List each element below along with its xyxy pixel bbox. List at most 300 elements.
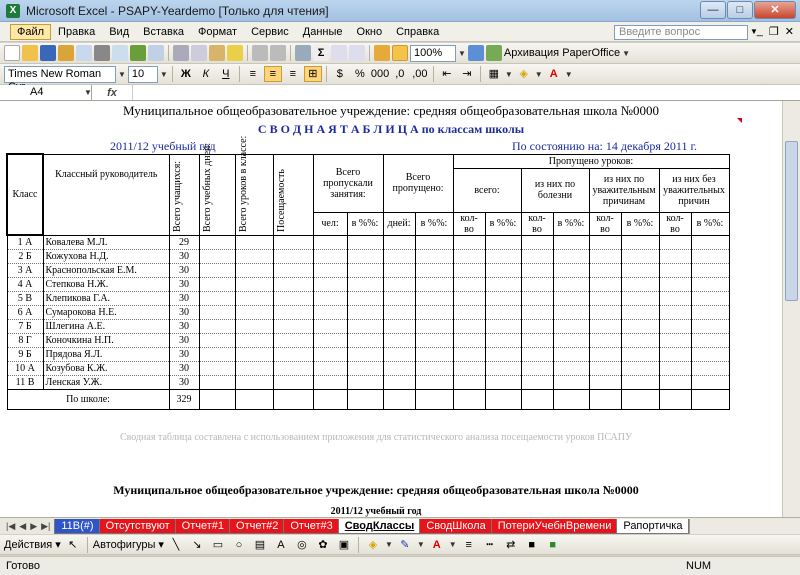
thousands-icon[interactable]: 000 bbox=[370, 68, 390, 80]
sub-count-1[interactable]: кол-во bbox=[453, 212, 485, 235]
empty-cell[interactable] bbox=[453, 249, 485, 263]
empty-cell[interactable] bbox=[589, 333, 621, 347]
empty-cell[interactable] bbox=[383, 249, 415, 263]
teacher-cell[interactable]: Кожухова Н.Д. bbox=[43, 249, 169, 263]
empty-cell[interactable] bbox=[621, 263, 659, 277]
empty-cell[interactable] bbox=[453, 305, 485, 319]
sort-asc-icon[interactable] bbox=[331, 45, 347, 61]
line-color-dropdown-icon[interactable]: ▼ bbox=[416, 540, 425, 549]
empty-cell[interactable] bbox=[235, 249, 273, 263]
font-size-select[interactable]: 10 bbox=[128, 66, 158, 83]
teacher-cell[interactable]: Краснопольская Е.М. bbox=[43, 263, 169, 277]
empty-cell[interactable] bbox=[235, 277, 273, 291]
teacher-cell[interactable]: Клепикова Г.А. bbox=[43, 291, 169, 305]
empty-cell[interactable] bbox=[589, 305, 621, 319]
table-row[interactable] bbox=[7, 235, 729, 249]
empty-cell[interactable] bbox=[691, 333, 729, 347]
empty-cell[interactable] bbox=[485, 235, 521, 249]
empty-cell[interactable] bbox=[659, 305, 691, 319]
underline-button[interactable]: Ч bbox=[222, 68, 230, 80]
clipart-icon[interactable]: ✿ bbox=[318, 538, 328, 551]
menu-data[interactable]: Данные bbox=[302, 25, 343, 38]
last-sheet-icon[interactable]: ▶| bbox=[41, 520, 51, 531]
chart-wizard-icon[interactable] bbox=[374, 45, 390, 61]
email-icon[interactable] bbox=[76, 45, 92, 61]
empty-cell[interactable] bbox=[347, 277, 383, 291]
paperoffice-icon[interactable] bbox=[486, 45, 502, 61]
empty-cell[interactable] bbox=[659, 249, 691, 263]
empty-cell[interactable] bbox=[273, 249, 313, 263]
empty-cell[interactable] bbox=[383, 263, 415, 277]
table-row[interactable] bbox=[7, 263, 729, 277]
fx-icon[interactable]: fx bbox=[107, 86, 117, 99]
empty-cell[interactable] bbox=[453, 291, 485, 305]
header-teacher[interactable]: Классный руководитель bbox=[43, 154, 169, 235]
empty-cell[interactable] bbox=[659, 319, 691, 333]
header-students[interactable]: Всего учащихся: bbox=[169, 154, 199, 235]
redo-icon[interactable] bbox=[270, 45, 286, 61]
empty-cell[interactable] bbox=[453, 375, 485, 389]
header-class[interactable]: Класс bbox=[7, 154, 43, 235]
percent-icon[interactable]: % bbox=[354, 68, 365, 80]
empty-cell[interactable] bbox=[347, 333, 383, 347]
students-cell[interactable]: 30 bbox=[169, 333, 199, 347]
empty-cell[interactable] bbox=[273, 375, 313, 389]
empty-cell[interactable] bbox=[199, 263, 235, 277]
header-attendance[interactable]: Посещаемость bbox=[273, 154, 313, 235]
empty-cell[interactable] bbox=[415, 235, 453, 249]
permission-icon[interactable] bbox=[58, 45, 74, 61]
empty-cell[interactable] bbox=[199, 235, 235, 249]
empty-cell[interactable] bbox=[659, 333, 691, 347]
select-pointer-icon[interactable]: ↖ bbox=[68, 538, 78, 551]
empty-cell[interactable] bbox=[691, 249, 729, 263]
font-color-dropdown-icon[interactable]: ▼ bbox=[564, 69, 573, 79]
menu-help[interactable]: Справка bbox=[396, 25, 440, 38]
empty-cell[interactable] bbox=[691, 361, 729, 375]
sheet-tab[interactable]: Отсутствуют bbox=[99, 519, 177, 534]
archive-dropdown-icon[interactable]: ▼ bbox=[622, 48, 630, 58]
sub-pct-4[interactable]: в %%: bbox=[553, 212, 589, 235]
picture-icon[interactable]: ▣ bbox=[338, 538, 350, 551]
increase-indent-icon[interactable]: ⇥ bbox=[462, 68, 472, 80]
oval-icon[interactable]: ○ bbox=[235, 538, 243, 551]
empty-cell[interactable] bbox=[383, 235, 415, 249]
empty-cell[interactable] bbox=[589, 347, 621, 361]
header-days[interactable]: Всего учебных дней: bbox=[199, 154, 235, 235]
table-row[interactable] bbox=[7, 291, 729, 305]
empty-cell[interactable] bbox=[415, 277, 453, 291]
bold-button[interactable]: Ж bbox=[180, 68, 191, 80]
menu-format[interactable]: Формат bbox=[198, 25, 238, 38]
empty-cell[interactable] bbox=[313, 347, 347, 361]
empty-cell[interactable] bbox=[383, 361, 415, 375]
empty-cell[interactable] bbox=[313, 235, 347, 249]
class-cell[interactable]: 11 В bbox=[7, 375, 43, 389]
sub-persons[interactable]: чел: bbox=[313, 212, 347, 235]
empty-cell[interactable] bbox=[383, 319, 415, 333]
class-cell[interactable]: 6 А bbox=[7, 305, 43, 319]
help-icon[interactable] bbox=[468, 45, 484, 61]
autosum-icon[interactable]: Σ bbox=[313, 45, 329, 61]
name-box-dropdown-icon[interactable]: ▼ bbox=[84, 88, 92, 97]
close-button[interactable]: ✕ bbox=[754, 1, 796, 19]
menu-window[interactable]: Окно bbox=[356, 25, 383, 38]
table-row[interactable] bbox=[7, 319, 729, 333]
arrow-icon[interactable]: ↘ bbox=[192, 538, 202, 551]
empty-cell[interactable] bbox=[589, 291, 621, 305]
empty-cell[interactable] bbox=[273, 263, 313, 277]
wordart-icon[interactable]: A bbox=[277, 538, 285, 551]
arrow-style-icon[interactable]: ⇄ bbox=[506, 538, 516, 551]
empty-cell[interactable] bbox=[415, 305, 453, 319]
empty-cell[interactable] bbox=[273, 361, 313, 375]
teacher-cell[interactable]: Шлегина А.Е. bbox=[43, 319, 169, 333]
empty-cell[interactable] bbox=[659, 263, 691, 277]
align-right-icon[interactable]: ≡ bbox=[289, 68, 297, 80]
empty-cell[interactable] bbox=[621, 305, 659, 319]
table-row[interactable] bbox=[7, 277, 729, 291]
empty-cell[interactable] bbox=[313, 277, 347, 291]
empty-cell[interactable] bbox=[313, 291, 347, 305]
draw-font-color-dropdown-icon[interactable]: ▼ bbox=[448, 540, 457, 549]
empty-cell[interactable] bbox=[199, 249, 235, 263]
menu-tools[interactable]: Сервис bbox=[251, 25, 289, 38]
menu-edit[interactable]: Правка bbox=[58, 25, 96, 38]
sheet-tab[interactable]: Отчет#2 bbox=[229, 519, 285, 534]
class-cell[interactable]: 8 Г bbox=[7, 333, 43, 347]
empty-cell[interactable] bbox=[691, 305, 729, 319]
empty-cell[interactable] bbox=[691, 291, 729, 305]
students-cell[interactable]: 30 bbox=[169, 319, 199, 333]
draw-font-color-icon[interactable]: A bbox=[432, 538, 441, 551]
empty-cell[interactable] bbox=[553, 263, 589, 277]
empty-cell[interactable] bbox=[453, 333, 485, 347]
dash-style-icon[interactable]: ┅ bbox=[486, 538, 494, 551]
empty-cell[interactable] bbox=[553, 277, 589, 291]
header-valid[interactable]: из них по уважительным причинам bbox=[589, 168, 659, 212]
menu-view[interactable]: Вид bbox=[109, 25, 130, 38]
empty-cell[interactable] bbox=[659, 375, 691, 389]
diagram-icon[interactable]: ◎ bbox=[297, 538, 307, 551]
empty-cell[interactable] bbox=[485, 263, 521, 277]
empty-cell[interactable] bbox=[313, 263, 347, 277]
empty-cell[interactable] bbox=[659, 291, 691, 305]
school-total-label[interactable]: По школе: bbox=[7, 389, 169, 409]
font-color-icon[interactable]: A bbox=[549, 68, 558, 80]
menu-insert[interactable]: Вставка bbox=[143, 25, 185, 38]
empty-cell[interactable] bbox=[485, 361, 521, 375]
decrease-indent-icon[interactable]: ⇤ bbox=[442, 68, 452, 80]
class-cell[interactable]: 3 А bbox=[7, 263, 43, 277]
empty-cell[interactable] bbox=[235, 347, 273, 361]
sheet-tab[interactable]: СводКлассы bbox=[338, 519, 422, 534]
empty-cell[interactable] bbox=[553, 347, 589, 361]
fill-color-icon[interactable]: ◈ bbox=[519, 68, 528, 80]
table-row[interactable] bbox=[7, 347, 729, 361]
empty-cell[interactable] bbox=[521, 305, 553, 319]
empty-cell[interactable] bbox=[383, 375, 415, 389]
empty-cell[interactable] bbox=[621, 361, 659, 375]
help-dropdown-icon[interactable]: ▼ bbox=[750, 27, 758, 36]
zoom-dropdown-icon[interactable]: ▼ bbox=[458, 48, 466, 58]
merge-center-icon[interactable]: ⊞ bbox=[304, 66, 322, 82]
students-cell[interactable]: 30 bbox=[169, 375, 199, 389]
sub-pct-2[interactable]: в %%: bbox=[415, 212, 453, 235]
empty-cell[interactable] bbox=[453, 361, 485, 375]
empty-cell[interactable] bbox=[589, 375, 621, 389]
empty-cell[interactable] bbox=[589, 319, 621, 333]
empty-cell[interactable] bbox=[521, 333, 553, 347]
empty-cell[interactable] bbox=[313, 305, 347, 319]
empty-cell[interactable] bbox=[521, 319, 553, 333]
teacher-cell[interactable]: Сумарокова Н.Е. bbox=[43, 305, 169, 319]
empty-cell[interactable] bbox=[691, 277, 729, 291]
save-icon[interactable] bbox=[40, 45, 56, 61]
table-row[interactable] bbox=[7, 361, 729, 375]
new-icon[interactable] bbox=[4, 45, 20, 61]
students-cell[interactable]: 30 bbox=[169, 277, 199, 291]
school-total-value[interactable]: 329 bbox=[169, 389, 199, 409]
students-cell[interactable]: 30 bbox=[169, 347, 199, 361]
cut-icon[interactable] bbox=[173, 45, 189, 61]
empty-cell[interactable] bbox=[553, 235, 589, 249]
sub-pct-6[interactable]: в %%: bbox=[691, 212, 729, 235]
scroll-thumb[interactable] bbox=[785, 141, 798, 301]
empty-cell[interactable] bbox=[199, 361, 235, 375]
borders-icon[interactable]: ▦ bbox=[488, 68, 500, 80]
table-row[interactable] bbox=[7, 375, 729, 389]
empty-cell[interactable] bbox=[521, 277, 553, 291]
empty-cell[interactable] bbox=[347, 319, 383, 333]
empty-cell[interactable] bbox=[415, 333, 453, 347]
empty-cell[interactable] bbox=[347, 263, 383, 277]
open-icon[interactable] bbox=[22, 45, 38, 61]
empty-cell[interactable] bbox=[313, 333, 347, 347]
line-color-icon[interactable]: ✎ bbox=[400, 538, 410, 551]
empty-cell[interactable] bbox=[273, 333, 313, 347]
empty-cell[interactable] bbox=[485, 375, 521, 389]
rectangle-icon[interactable]: ▭ bbox=[212, 538, 224, 551]
doc-minimize-icon[interactable]: _ bbox=[756, 25, 763, 37]
empty-cell[interactable] bbox=[691, 347, 729, 361]
teacher-cell[interactable]: Прядова Я.Л. bbox=[43, 347, 169, 361]
empty-cell[interactable] bbox=[415, 375, 453, 389]
empty-cell[interactable] bbox=[199, 333, 235, 347]
empty-cell[interactable] bbox=[521, 361, 553, 375]
empty-cell[interactable] bbox=[199, 319, 235, 333]
empty-cell[interactable] bbox=[273, 305, 313, 319]
students-cell[interactable]: 29 bbox=[169, 235, 199, 249]
empty-cell[interactable] bbox=[589, 277, 621, 291]
decrease-decimal-icon[interactable]: ,00 bbox=[412, 68, 428, 80]
empty-cell[interactable] bbox=[235, 319, 273, 333]
empty-cell[interactable] bbox=[383, 305, 415, 319]
empty-cell[interactable] bbox=[199, 375, 235, 389]
format-painter-icon[interactable] bbox=[227, 45, 243, 61]
empty-cell[interactable] bbox=[553, 249, 589, 263]
drawing-icon[interactable] bbox=[392, 45, 408, 61]
sheet-tab[interactable]: ПотериУчебнВремени bbox=[491, 519, 619, 534]
sub-count-2[interactable]: кол-во bbox=[521, 212, 553, 235]
empty-cell[interactable] bbox=[199, 347, 235, 361]
archive-paperoffice-button[interactable]: Архивация PaperOffice bbox=[503, 47, 621, 59]
header-skipped[interactable]: Пропущено уроков: bbox=[453, 154, 729, 168]
class-cell[interactable]: 5 В bbox=[7, 291, 43, 305]
empty-cell[interactable] bbox=[485, 347, 521, 361]
empty-cell[interactable] bbox=[383, 333, 415, 347]
sub-pct-5[interactable]: в %%: bbox=[621, 212, 659, 235]
doc-restore-icon[interactable]: ❐ bbox=[768, 26, 779, 38]
sub-count-3[interactable]: кол-во bbox=[589, 212, 621, 235]
empty-cell[interactable] bbox=[235, 263, 273, 277]
empty-cell[interactable] bbox=[691, 235, 729, 249]
empty-cell[interactable] bbox=[621, 277, 659, 291]
header-total[interactable]: всего: bbox=[453, 168, 521, 212]
research-icon[interactable] bbox=[148, 45, 164, 61]
sheet-tab[interactable]: Отчет#1 bbox=[175, 519, 231, 534]
empty-cell[interactable] bbox=[415, 291, 453, 305]
empty-cell[interactable] bbox=[521, 291, 553, 305]
size-dropdown-icon[interactable]: ▼ bbox=[159, 69, 168, 79]
print-icon[interactable] bbox=[94, 45, 110, 61]
empty-cell[interactable] bbox=[521, 249, 553, 263]
empty-cell[interactable] bbox=[273, 235, 313, 249]
empty-cell[interactable] bbox=[485, 319, 521, 333]
empty-cell[interactable] bbox=[453, 347, 485, 361]
empty-cell[interactable] bbox=[453, 235, 485, 249]
font-name-select[interactable]: Times New Roman bbox=[4, 66, 116, 83]
empty-cell[interactable] bbox=[621, 375, 659, 389]
empty-cell[interactable] bbox=[553, 319, 589, 333]
italic-button[interactable]: К bbox=[202, 68, 210, 80]
empty-cell[interactable] bbox=[313, 361, 347, 375]
sheet-tab[interactable]: 11В(#) bbox=[54, 519, 100, 534]
empty-cell[interactable] bbox=[415, 361, 453, 375]
teacher-cell[interactable]: Ленская У.Ж. bbox=[43, 375, 169, 389]
doc-close-icon[interactable]: ✕ bbox=[784, 26, 794, 38]
empty-cell[interactable] bbox=[659, 361, 691, 375]
students-cell[interactable]: 30 bbox=[169, 263, 199, 277]
empty-cell[interactable] bbox=[199, 305, 235, 319]
actions-menu[interactable]: Действия ▾ bbox=[4, 539, 61, 551]
prev-sheet-icon[interactable]: ◀ bbox=[19, 520, 27, 531]
students-cell[interactable]: 30 bbox=[169, 291, 199, 305]
currency-icon[interactable]: $ bbox=[336, 68, 343, 80]
empty-cell[interactable] bbox=[313, 319, 347, 333]
empty-cell[interactable] bbox=[621, 347, 659, 361]
class-cell[interactable]: 9 Б bbox=[7, 347, 43, 361]
sub-pct-3[interactable]: в %%: bbox=[485, 212, 521, 235]
class-cell[interactable]: 4 А bbox=[7, 277, 43, 291]
empty-cell[interactable] bbox=[589, 249, 621, 263]
header-invalid[interactable]: из них без уважительных причин bbox=[659, 168, 729, 212]
empty-cell[interactable] bbox=[415, 263, 453, 277]
empty-cell[interactable] bbox=[589, 235, 621, 249]
empty-cell[interactable] bbox=[621, 249, 659, 263]
empty-cell[interactable] bbox=[691, 263, 729, 277]
empty-cell[interactable] bbox=[659, 235, 691, 249]
empty-cell[interactable] bbox=[659, 347, 691, 361]
textbox-icon[interactable]: ▤ bbox=[254, 538, 266, 551]
sheet-tab[interactable]: СводШкола bbox=[419, 519, 492, 534]
spelling-icon[interactable] bbox=[130, 45, 146, 61]
class-cell[interactable]: 7 Б bbox=[7, 319, 43, 333]
empty-cell[interactable] bbox=[235, 291, 273, 305]
horizontal-scrollbar[interactable] bbox=[689, 519, 800, 534]
worksheet[interactable] bbox=[0, 101, 782, 517]
empty-cell[interactable] bbox=[273, 291, 313, 305]
empty-cell[interactable] bbox=[621, 291, 659, 305]
autoshapes-menu[interactable]: Автофигуры ▾ bbox=[92, 539, 164, 551]
sub-days[interactable]: дней: bbox=[383, 212, 415, 235]
empty-cell[interactable] bbox=[691, 319, 729, 333]
empty-cell[interactable] bbox=[485, 305, 521, 319]
empty-cell[interactable] bbox=[453, 277, 485, 291]
empty-cell[interactable] bbox=[383, 291, 415, 305]
line-style-icon[interactable]: ≡ bbox=[465, 538, 472, 551]
empty-cell[interactable] bbox=[485, 277, 521, 291]
name-box[interactable]: A4 bbox=[0, 85, 92, 100]
empty-cell[interactable] bbox=[415, 319, 453, 333]
hyperlink-icon[interactable] bbox=[295, 45, 311, 61]
teacher-cell[interactable]: Ковалева М.Л. bbox=[43, 235, 169, 249]
empty-cell[interactable] bbox=[235, 235, 273, 249]
empty-cell[interactable] bbox=[235, 305, 273, 319]
empty-cell[interactable] bbox=[347, 375, 383, 389]
3d-icon[interactable]: ■ bbox=[549, 538, 557, 551]
sheet-tab[interactable]: Рапортичка bbox=[616, 519, 689, 534]
align-left-icon[interactable]: ≡ bbox=[249, 68, 257, 80]
shadow-icon[interactable]: ■ bbox=[528, 538, 536, 551]
empty-cell[interactable] bbox=[199, 291, 235, 305]
empty-cell[interactable] bbox=[199, 277, 235, 291]
empty-cell[interactable] bbox=[691, 375, 729, 389]
help-search-input[interactable]: Введите вопрос bbox=[614, 25, 748, 40]
class-cell[interactable]: 10 А bbox=[7, 361, 43, 375]
empty-cell[interactable] bbox=[347, 291, 383, 305]
align-center-icon[interactable]: ≡ bbox=[264, 66, 282, 82]
header-missed-lessons[interactable]: Всего пропускали занятия: bbox=[313, 154, 383, 212]
next-sheet-icon[interactable]: ▶ bbox=[30, 520, 38, 531]
header-missed-total[interactable]: Всего пропущено: bbox=[383, 154, 453, 212]
empty-cell[interactable] bbox=[521, 375, 553, 389]
minimize-button[interactable]: — bbox=[700, 1, 726, 19]
students-cell[interactable]: 30 bbox=[169, 249, 199, 263]
empty-cell[interactable] bbox=[235, 361, 273, 375]
paste-icon[interactable] bbox=[209, 45, 225, 61]
empty-cell[interactable] bbox=[553, 291, 589, 305]
table-row[interactable] bbox=[7, 305, 729, 319]
empty-cell[interactable] bbox=[453, 319, 485, 333]
empty-cell[interactable] bbox=[621, 319, 659, 333]
preview-icon[interactable] bbox=[112, 45, 128, 61]
sheet-tab[interactable]: Отчет#3 bbox=[283, 519, 339, 534]
table-row[interactable] bbox=[7, 333, 729, 347]
empty-cell[interactable] bbox=[273, 347, 313, 361]
empty-cell[interactable] bbox=[553, 361, 589, 375]
first-sheet-icon[interactable]: |◀ bbox=[6, 520, 16, 531]
empty-cell[interactable] bbox=[553, 375, 589, 389]
empty-cell[interactable] bbox=[485, 291, 521, 305]
font-dropdown-icon[interactable]: ▼ bbox=[118, 69, 126, 79]
sort-desc-icon[interactable] bbox=[349, 45, 365, 61]
empty-cell[interactable] bbox=[313, 249, 347, 263]
teacher-cell[interactable]: Козубова К.Ж. bbox=[43, 361, 169, 375]
empty-cell[interactable] bbox=[521, 347, 553, 361]
empty-cell[interactable] bbox=[589, 263, 621, 277]
empty-cell[interactable] bbox=[453, 263, 485, 277]
